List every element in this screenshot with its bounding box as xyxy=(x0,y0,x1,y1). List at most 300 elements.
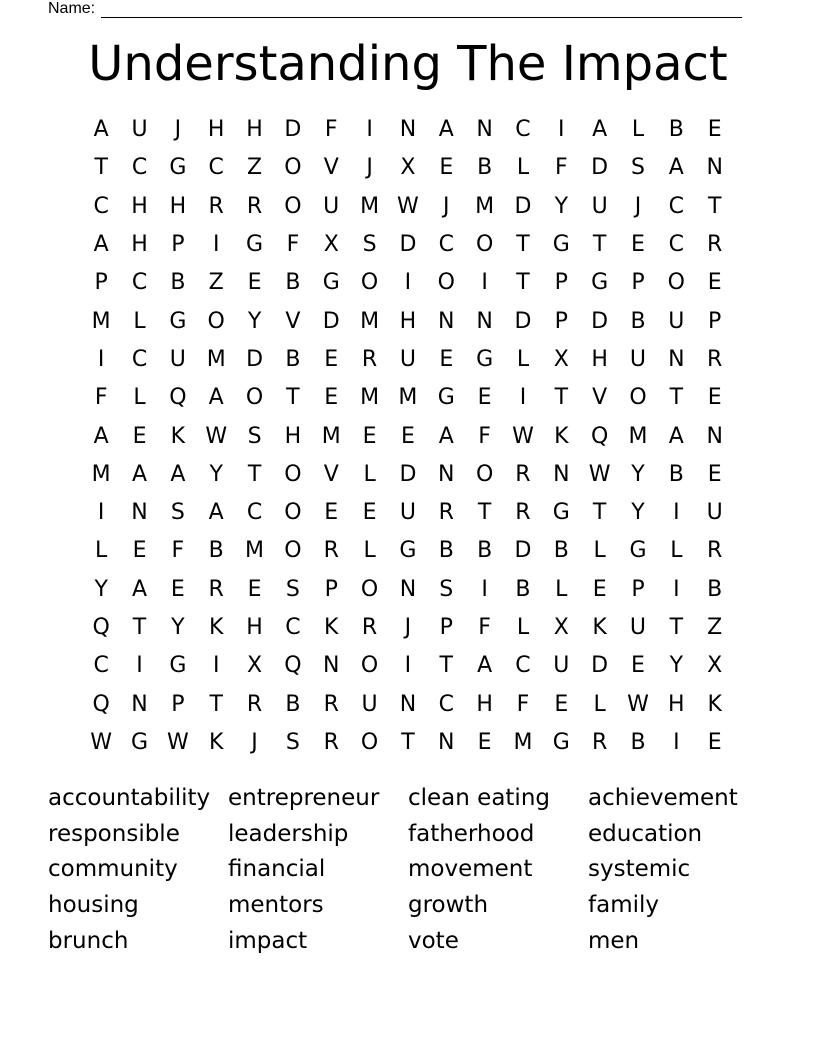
grid-letter: P xyxy=(631,576,645,602)
grid-letter: G xyxy=(322,270,340,296)
grid-letter: Z xyxy=(208,270,224,296)
grid-letter: A xyxy=(592,117,608,143)
grid-row xyxy=(82,226,734,264)
grid-letter: O xyxy=(475,461,494,487)
grid-letter: O xyxy=(360,270,379,296)
grid-letter: N xyxy=(476,117,493,143)
word-list-item: community xyxy=(48,856,178,883)
grid-letter: J xyxy=(174,117,182,143)
grid-letter: T xyxy=(516,232,530,258)
grid-letter: E xyxy=(592,576,607,602)
grid-letter: N xyxy=(553,461,570,487)
grid-letter: Z xyxy=(247,155,263,181)
grid-letter: P xyxy=(439,615,453,640)
grid-letter: M xyxy=(513,729,533,755)
grid-letter: A xyxy=(93,117,109,143)
grid-letter: B xyxy=(707,576,723,602)
grid-letter: M xyxy=(321,423,341,449)
word-list-row xyxy=(48,887,768,923)
grid-letter: E xyxy=(362,500,377,526)
grid-letter: U xyxy=(399,346,416,372)
grid-letter: S xyxy=(631,155,645,181)
grid-letter: B xyxy=(668,117,684,143)
grid-letter: D xyxy=(591,308,609,334)
grid-letter: D xyxy=(399,461,417,487)
grid-letter: F xyxy=(478,423,491,449)
grid-letter: I xyxy=(558,117,565,143)
grid-letter: C xyxy=(515,653,531,679)
grid-letter: P xyxy=(171,232,185,258)
grid-letter: I xyxy=(97,346,105,372)
grid-letter: M xyxy=(360,385,380,411)
name-underline xyxy=(101,3,742,18)
grid-letter: I xyxy=(212,232,220,258)
grid-letter: G xyxy=(169,155,187,181)
grid-letter: E xyxy=(132,423,147,449)
grid-letter: D xyxy=(591,155,609,181)
grid-letter: R xyxy=(246,691,263,717)
grid-letter: H xyxy=(399,308,417,334)
grid-letter: D xyxy=(514,193,532,219)
grid-letter: E xyxy=(362,423,377,449)
grid-letter: L xyxy=(555,576,568,602)
grid-letter: R xyxy=(707,232,723,258)
grid-row xyxy=(82,494,734,532)
grid-letter: E xyxy=(324,500,339,526)
grid-letter: M xyxy=(628,423,648,449)
grid-letter: C xyxy=(668,193,685,219)
grid-letter: I xyxy=(481,576,488,602)
grid-row xyxy=(82,341,734,379)
word-list-item: mentors xyxy=(228,891,324,918)
grid-letter: P xyxy=(631,270,645,296)
grid-letter: G xyxy=(130,729,149,755)
grid-letter: U xyxy=(629,346,647,372)
grid-letter: G xyxy=(437,385,455,411)
grid-letter: G xyxy=(552,729,570,755)
grid-letter: X xyxy=(553,615,569,640)
grid-letter: E xyxy=(477,729,492,755)
grid-letter: B xyxy=(285,346,301,372)
grid-row xyxy=(82,149,734,187)
word-list-item: entrepreneur xyxy=(228,784,380,811)
grid-letter: B xyxy=(170,270,186,296)
grid-letter: A xyxy=(131,461,148,487)
grid-letter: E xyxy=(707,729,722,755)
grid-letter: L xyxy=(95,538,108,564)
grid-letter: E xyxy=(247,270,262,296)
grid-letter: G xyxy=(399,538,417,564)
grid-letter: E xyxy=(400,423,415,449)
grid-letter: N xyxy=(399,576,417,602)
grid-letter: M xyxy=(475,193,495,219)
grid-letter: L xyxy=(516,615,530,640)
grid-letter: R xyxy=(361,346,378,372)
grid-letter: S xyxy=(362,232,377,258)
grid-letter: C xyxy=(515,117,531,143)
grid-letter: T xyxy=(286,385,300,411)
grid-letter: I xyxy=(97,500,105,526)
grid-letter: U xyxy=(323,193,340,219)
grid-letter: E xyxy=(132,538,147,564)
grid-letter: L xyxy=(593,691,606,717)
grid-letter: G xyxy=(629,538,647,564)
grid-letter: B xyxy=(477,155,493,181)
grid-letter: L xyxy=(670,538,683,564)
grid-row xyxy=(82,609,734,647)
grid-letter: Y xyxy=(94,576,108,602)
word-list-item: systemic xyxy=(588,856,691,883)
grid-letter: L xyxy=(516,155,530,181)
grid-letter: O xyxy=(284,500,302,526)
grid-letter: N xyxy=(438,461,455,487)
grid-letter: N xyxy=(668,346,685,372)
grid-letter: W xyxy=(90,729,113,755)
grid-letter: O xyxy=(667,270,685,296)
grid-letter: W xyxy=(512,423,534,449)
grid-letter: H xyxy=(131,232,148,258)
grid-letter: P xyxy=(94,270,108,296)
grid-letter: U xyxy=(399,500,416,526)
grid-letter: H xyxy=(284,423,302,449)
grid-row xyxy=(82,647,734,685)
grid-letter: F xyxy=(94,385,108,411)
grid-letter: T xyxy=(401,729,415,755)
grid-letter: N xyxy=(131,500,148,526)
grid-letter: C xyxy=(131,155,148,181)
word-list-item: housing xyxy=(48,891,139,918)
grid-letter: B xyxy=(668,461,684,487)
grid-letter: M xyxy=(91,461,111,487)
grid-letter: B xyxy=(208,538,224,564)
grid-letter: K xyxy=(554,423,569,449)
grid-letter: T xyxy=(592,500,607,526)
grid-letter: M xyxy=(398,385,418,411)
grid-letter: M xyxy=(91,308,111,334)
grid-letter: W xyxy=(205,423,228,449)
grid-letter: Y xyxy=(631,500,645,526)
grid-row xyxy=(82,685,734,723)
grid-row xyxy=(82,264,734,302)
grid-letter: Q xyxy=(169,385,187,411)
grid-letter: L xyxy=(593,538,606,564)
grid-letter: U xyxy=(553,653,570,679)
grid-letter: O xyxy=(284,461,302,487)
grid-row xyxy=(82,417,734,455)
grid-row xyxy=(82,379,734,417)
grid-letter: M xyxy=(206,346,226,372)
grid-letter: B xyxy=(553,538,569,564)
grid-letter: R xyxy=(361,615,378,640)
grid-letter: T xyxy=(707,193,722,219)
grid-letter: E xyxy=(439,155,454,181)
grid-letter: N xyxy=(438,729,455,755)
grid-letter: X xyxy=(247,653,263,679)
grid-letter: O xyxy=(284,155,302,181)
grid-letter: I xyxy=(673,576,680,602)
grid-letter: P xyxy=(708,308,722,334)
grid-letter: D xyxy=(514,538,532,564)
grid-letter: V xyxy=(592,385,608,411)
grid-letter: E xyxy=(707,270,722,296)
grid-letter: W xyxy=(627,691,649,717)
grid-letter: H xyxy=(668,691,685,717)
grid-letter: I xyxy=(673,729,680,755)
grid-letter: O xyxy=(284,538,302,564)
grid-letter: D xyxy=(591,653,609,679)
grid-letter: A xyxy=(438,423,454,449)
grid-letter: E xyxy=(707,461,722,487)
grid-letter: E xyxy=(439,346,454,372)
grid-letter: T xyxy=(554,385,569,411)
grid-letter: D xyxy=(246,346,264,372)
grid-letter: R xyxy=(707,538,723,564)
word-list-item: accountability xyxy=(48,784,211,811)
grid-letter: R xyxy=(323,729,339,755)
grid-letter: W xyxy=(166,729,189,755)
grid-letter: B xyxy=(438,538,454,564)
grid-letter: T xyxy=(669,615,684,640)
grid-letter: I xyxy=(404,270,412,296)
grid-letter: A xyxy=(668,423,684,449)
grid-letter: E xyxy=(707,385,722,411)
word-list-item: clean eating xyxy=(408,784,550,811)
grid-letter: L xyxy=(133,308,146,334)
grid-letter: M xyxy=(245,538,265,564)
word-list-row xyxy=(48,923,768,959)
word-list-item: education xyxy=(588,820,703,847)
grid-letter: X xyxy=(400,155,416,181)
grid-letter: T xyxy=(592,232,607,258)
grid-letter: S xyxy=(439,576,454,602)
word-list-item: growth xyxy=(408,891,489,918)
grid-letter: V xyxy=(323,461,339,487)
grid-letter: K xyxy=(592,615,607,640)
grid-letter: R xyxy=(208,576,224,602)
grid-letter: H xyxy=(131,193,148,219)
grid-letter: K xyxy=(208,729,224,755)
grid-letter: L xyxy=(363,538,376,564)
grid-letter: U xyxy=(131,117,148,143)
grid-letter: A xyxy=(477,653,493,679)
grid-letter: T xyxy=(247,461,262,487)
grid-letter: A xyxy=(93,423,109,449)
grid-letter: I xyxy=(212,653,220,679)
grid-letter: B xyxy=(515,576,531,602)
grid-letter: U xyxy=(668,308,685,334)
grid-letter: I xyxy=(366,117,373,143)
grid-letter: C xyxy=(208,155,224,181)
grid-letter: I xyxy=(404,653,412,679)
grid-letter: T xyxy=(132,615,147,640)
grid-letter: B xyxy=(285,691,301,717)
grid-row xyxy=(82,111,734,149)
grid-letter: R xyxy=(323,538,339,564)
grid-letter: H xyxy=(591,346,608,372)
grid-letter: T xyxy=(516,270,530,296)
grid-letter: T xyxy=(209,691,223,717)
grid-letter: C xyxy=(131,270,148,296)
grid-letter: K xyxy=(208,615,224,640)
grid-letter: E xyxy=(631,653,645,679)
grid-letter: M xyxy=(360,308,380,334)
grid-letter: N xyxy=(399,691,417,717)
grid-letter: O xyxy=(475,232,494,258)
word-list xyxy=(48,780,768,958)
grid-letter: O xyxy=(360,729,379,755)
grid-letter: U xyxy=(629,615,647,640)
word-list-item: responsible xyxy=(48,820,180,847)
grid-letter: V xyxy=(285,308,301,334)
grid-letter: H xyxy=(246,615,263,640)
grid-letter: C xyxy=(668,232,685,258)
grid-letter: Z xyxy=(707,615,723,640)
word-list-row xyxy=(48,780,768,816)
grid-letter: O xyxy=(207,308,225,334)
grid-letter: P xyxy=(324,576,338,602)
grid-letter: Y xyxy=(209,461,223,487)
grid-letter: V xyxy=(323,155,339,181)
grid-letter: A xyxy=(668,155,684,181)
grid-letter: E xyxy=(324,385,339,411)
grid-letter: X xyxy=(323,232,339,258)
grid-letter: L xyxy=(133,385,146,411)
grid-letter: G xyxy=(169,308,187,334)
grid-letter: D xyxy=(284,117,302,143)
word-list-item: leadership xyxy=(228,820,349,847)
grid-letter: J xyxy=(366,155,373,181)
grid-letter: U xyxy=(706,500,723,526)
grid-letter: S xyxy=(170,500,185,526)
grid-letter: N xyxy=(131,691,148,717)
grid-letter: R xyxy=(591,729,608,755)
word-list-item: fatherhood xyxy=(408,820,535,847)
grid-letter: B xyxy=(477,538,493,564)
grid-letter: F xyxy=(516,691,530,717)
word-list-item: vote xyxy=(408,927,459,954)
grid-letter: N xyxy=(323,653,340,679)
grid-letter: L xyxy=(363,461,376,487)
grid-letter: G xyxy=(591,270,609,296)
grid-letter: Y xyxy=(554,193,569,219)
word-list-row xyxy=(48,816,768,852)
grid-letter: E xyxy=(707,117,722,143)
grid-letter: P xyxy=(554,308,568,334)
grid-letter: X xyxy=(553,346,569,372)
grid-letter: B xyxy=(630,308,646,334)
grid-letter: R xyxy=(438,500,454,526)
grid-row xyxy=(82,456,734,494)
grid-letter: N xyxy=(399,117,417,143)
grid-letter: H xyxy=(246,117,263,143)
grid-letter: E xyxy=(554,691,569,717)
grid-letter: B xyxy=(285,270,301,296)
grid-letter: Y xyxy=(247,308,262,334)
grid-letter: O xyxy=(360,576,379,602)
grid-letter: E xyxy=(170,576,185,602)
grid-row xyxy=(82,188,734,226)
grid-letter: H xyxy=(207,117,225,143)
grid-letter: N xyxy=(438,308,455,334)
grid-letter: R xyxy=(323,691,339,717)
grid-letter: C xyxy=(93,193,109,219)
grid-letter: S xyxy=(247,423,262,449)
grid-letter: I xyxy=(519,385,527,411)
grid-letter: E xyxy=(477,385,492,411)
grid-letter: F xyxy=(554,155,568,181)
grid-letter: P xyxy=(171,691,185,717)
grid-letter: O xyxy=(437,270,455,296)
grid-row xyxy=(82,302,734,340)
grid-letter: R xyxy=(208,193,224,219)
word-list-item: family xyxy=(588,891,659,918)
grid-letter: G xyxy=(169,653,187,679)
grid-letter: E xyxy=(247,576,262,602)
grid-letter: F xyxy=(324,117,338,143)
name-field xyxy=(48,0,742,18)
grid-letter: A xyxy=(131,576,148,602)
grid-letter: C xyxy=(438,691,454,717)
grid-letter: Y xyxy=(171,615,185,640)
grid-letter: T xyxy=(477,500,492,526)
grid-letter: A xyxy=(208,385,224,411)
grid-letter: E xyxy=(324,346,339,372)
grid-letter: J xyxy=(443,193,450,219)
grid-letter: J xyxy=(404,615,412,640)
grid-letter: U xyxy=(169,346,186,372)
word-list-row xyxy=(48,851,768,887)
grid-letter: R xyxy=(515,461,531,487)
word-list-item: men xyxy=(588,927,640,954)
grid-letter: L xyxy=(631,117,645,143)
grid-letter: H xyxy=(169,193,187,219)
grid-letter: L xyxy=(516,346,530,372)
grid-letter: W xyxy=(397,193,419,219)
grid-letter: T xyxy=(94,155,108,181)
grid-letter: R xyxy=(246,193,263,219)
grid-letter: Y xyxy=(669,653,684,679)
grid-letter: G xyxy=(246,232,264,258)
grid-letter: C xyxy=(131,346,148,372)
grid-letter: Q xyxy=(590,423,609,449)
grid-letter: Q xyxy=(92,615,110,640)
grid-letter: U xyxy=(591,193,608,219)
grid-letter: Q xyxy=(92,691,110,717)
grid-letter: F xyxy=(478,615,491,640)
grid-letter: D xyxy=(322,308,340,334)
grid-letter: I xyxy=(481,270,488,296)
grid-letter: T xyxy=(439,653,453,679)
grid-letter: R xyxy=(707,346,723,372)
grid-letter: O xyxy=(360,653,379,679)
word-list-item: achievement xyxy=(588,784,738,811)
grid-letter: A xyxy=(170,461,186,487)
grid-letter: A xyxy=(438,117,454,143)
grid-letter: A xyxy=(93,232,109,258)
name-label: Name: xyxy=(48,0,96,17)
grid-letter: E xyxy=(631,232,645,258)
grid-letter: Y xyxy=(631,461,645,487)
grid-letter: O xyxy=(629,385,647,411)
grid-letter: O xyxy=(284,193,302,219)
grid-letter: X xyxy=(707,653,723,679)
grid-letter: C xyxy=(246,500,263,526)
grid-letter: J xyxy=(634,193,642,219)
grid-letter: G xyxy=(552,500,570,526)
grid-letter: A xyxy=(208,500,224,526)
grid-letter: H xyxy=(476,691,493,717)
grid-letter: C xyxy=(93,653,109,679)
